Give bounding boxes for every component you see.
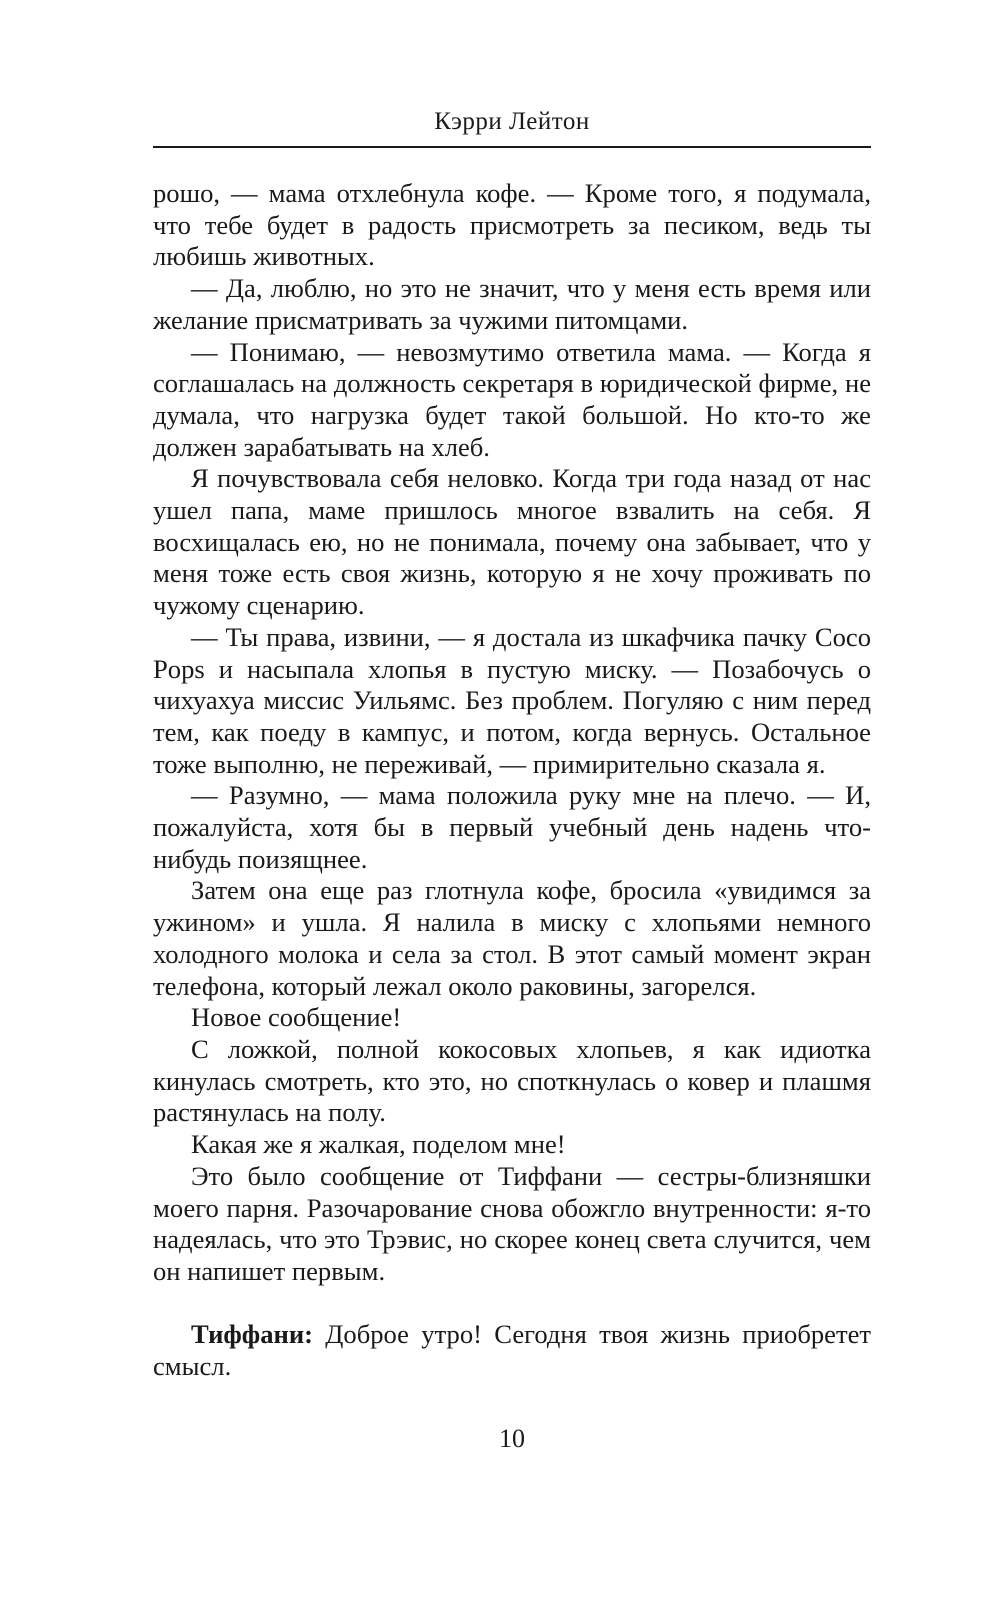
- paragraph: — Разумно, — мама положила руку мне на плечо. — И, пожалуйста, хотя бы в первый учебный день надень что-нибудь поизящнее.: [153, 780, 871, 874]
- paragraph: Затем она еще раз глотнула кофе, бросила «увидимся за ужином» и ушла. Я налила в миску с хлопьями немного холодного молока и села за стол. В этот самый момент экран телефона, который лежал около раковины, загорелся.: [153, 875, 871, 1001]
- paragraph: Новое сообщение!: [191, 1002, 402, 1033]
- paragraph: Какая же я жалкая, поделом мне!: [191, 1129, 566, 1160]
- paragraph: — Да, люблю, но это не значит, что у меня есть время или желание присматривать за чужими питомцами.: [153, 273, 871, 335]
- paragraph: — Понимаю, — невозмутимо ответила мама. — Когда я соглашалась на должность секретаря в юридической фирме, не думала, что нагрузка будет такой большой. Но кто-то же должен зарабатывать на хлеб.: [153, 336, 871, 462]
- book-page: [153, 0, 871, 1616]
- body-text: [153, 178, 871, 1383]
- header-rule: [153, 146, 871, 148]
- paragraph: С ложкой, полной кокосовых хлопьев, я как идиотка кинулась смотреть, кто это, но споткнулась о ковер и плашмя растянулась на полу.: [153, 1033, 871, 1128]
- paragraph: Я почувствовала себя неловко. Когда три года назад от нас ушел папа, маме пришлось многое взвалить на себя. Я восхищалась ею, но не понимала, почему она забывает, что у меня тоже есть своя жизнь, которую я не хочу проживать по чужому сценарию.: [153, 463, 871, 621]
- paragraph: Это было сообщение от Тиффани — сестры-близняшки моего парня. Разочарование снова обожгло внутренности: я-то надеялась, что это Трэвис, но скорее конец света случится, чем он напишет первым.: [153, 1160, 871, 1286]
- page-number: 10: [499, 1424, 525, 1453]
- paragraph: рошо, — мама отхлебнула кофе. — Кроме того, я подумала, что тебе будет в радость присмотреть за песиком, ведь ты любишь животных.: [153, 178, 871, 272]
- message-text: Доброе утро! Сегодня твоя жизнь приобретет смысл.: [153, 1319, 871, 1381]
- paragraph: — Ты права, извини, — я достала из шкафчика пачку Coco Pops и насыпала хлопья в пустую миску. — Позабочусь о чихуахуа миссис Уильямс. Без проблем. Погуляю с ним перед тем, как поеду в кампус, и потом, когда вернусь. Остальное тоже выполню, не переживай, — примирительно сказала я.: [153, 621, 871, 779]
- text-message: [153, 1319, 871, 1382]
- running-head-author: Кэрри Лейтон: [434, 108, 590, 135]
- message-sender: Тиффани:: [191, 1319, 313, 1350]
